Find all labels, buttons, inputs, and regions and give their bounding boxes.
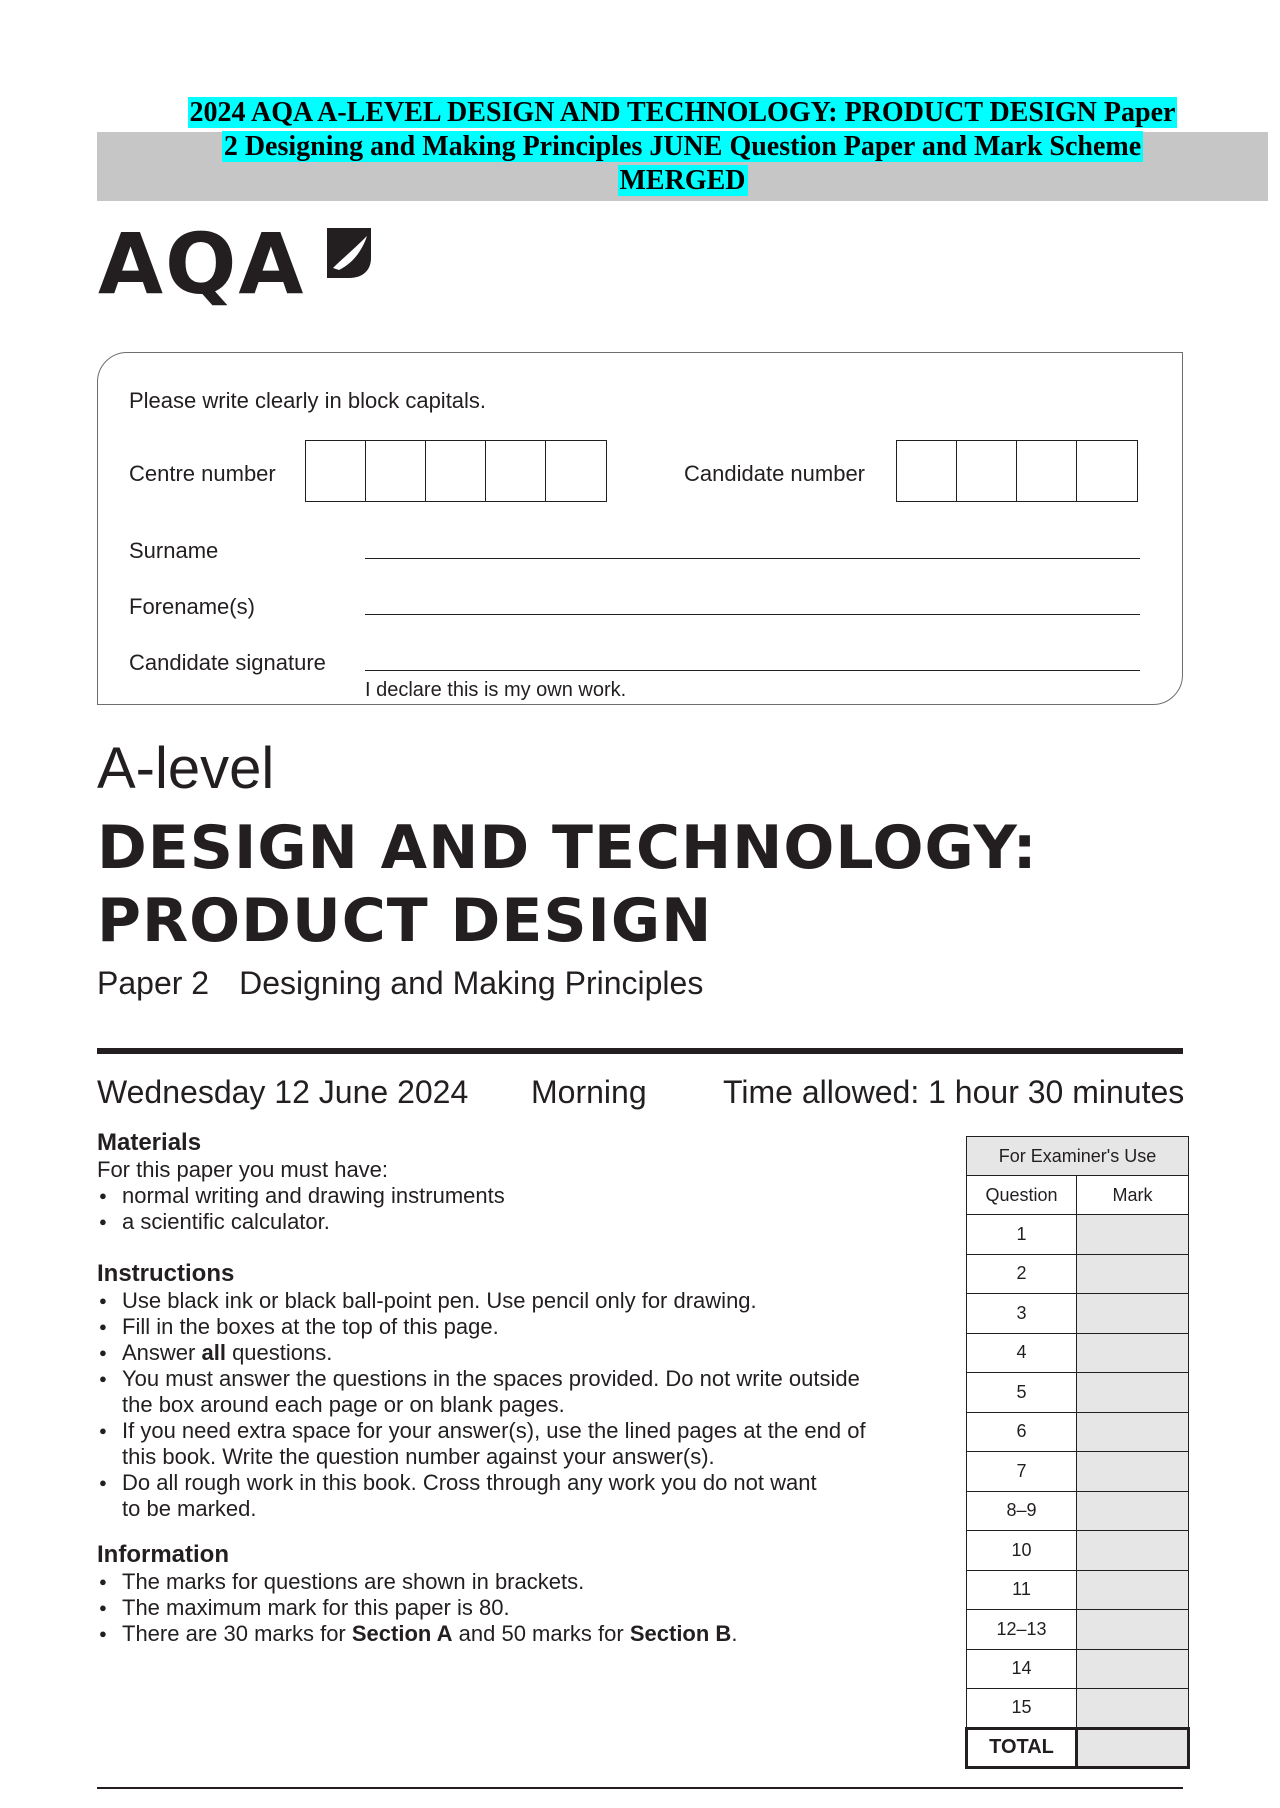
- information-item: ● The maximum mark for this paper is 80.: [97, 1595, 917, 1621]
- information-section: [97, 1541, 917, 1647]
- banner-line-1: 2024 AQA A-LEVEL DESIGN AND TECHNOLOGY: PRODUCT DESIGN Paper: [189, 97, 1176, 128]
- mark-cell[interactable]: [1077, 1531, 1189, 1571]
- materials-intro: For this paper you must have:: [97, 1157, 389, 1182]
- qualification-level: A-level: [97, 736, 275, 801]
- question-column-header: Question: [967, 1176, 1077, 1215]
- block-capitals-instruction: Please write clearly in block capitals.: [129, 388, 487, 413]
- candidate-digit-box[interactable]: [1077, 441, 1137, 501]
- candidate-number-label: Candidate number: [684, 461, 866, 486]
- information-heading: Information: [97, 1541, 229, 1568]
- paper-number: Paper 2: [97, 965, 210, 1001]
- instructions-heading: Instructions: [97, 1260, 235, 1287]
- centre-digit-box[interactable]: [306, 441, 366, 501]
- time-allowed: Time allowed: 1 hour 30 minutes: [723, 1074, 1185, 1110]
- banner-line-3: MERGED: [619, 165, 746, 196]
- surname-label: Surname: [129, 538, 219, 563]
- surname-line[interactable]: [365, 558, 1140, 559]
- centre-number-boxes[interactable]: [305, 440, 607, 502]
- question-number-cell: 10: [967, 1531, 1077, 1571]
- question-number-cell: 2: [967, 1254, 1077, 1294]
- mark-cell[interactable]: [1077, 1649, 1189, 1689]
- mark-cell[interactable]: [1077, 1491, 1189, 1531]
- instruction-item: ● Fill in the boxes at the top of this page.: [97, 1314, 937, 1340]
- mark-cell[interactable]: [1077, 1333, 1189, 1373]
- total-mark-cell[interactable]: [1077, 1728, 1189, 1767]
- examiner-table-row: [967, 1373, 1189, 1413]
- signature-label: Candidate signature: [129, 650, 326, 675]
- centre-digit-box[interactable]: [426, 441, 486, 501]
- examiner-table-row: [967, 1531, 1189, 1571]
- question-number-cell: 11: [967, 1570, 1077, 1610]
- exam-date: Wednesday 12 June 2024: [97, 1074, 469, 1110]
- document-banner: [97, 96, 1268, 198]
- subject-title: [97, 812, 1038, 958]
- question-number-cell: 3: [967, 1294, 1077, 1334]
- paper-title: Designing and Making Principles: [239, 965, 704, 1001]
- examiner-table-row: [967, 1491, 1189, 1531]
- subject-title-line-1: DESIGN AND TECHNOLOGY:: [97, 813, 1038, 883]
- examiner-table-row: [967, 1689, 1189, 1729]
- centre-digit-box[interactable]: [546, 441, 606, 501]
- mark-cell[interactable]: [1077, 1452, 1189, 1492]
- mark-cell[interactable]: [1077, 1373, 1189, 1413]
- candidate-digit-box[interactable]: [897, 441, 957, 501]
- examiner-table-row: [967, 1254, 1189, 1294]
- mark-column-header: Mark: [1077, 1176, 1189, 1215]
- instruction-item: ● Answer all questions.: [97, 1340, 937, 1366]
- mark-cell[interactable]: [1077, 1610, 1189, 1650]
- bottom-divider: [97, 1787, 1183, 1789]
- materials-section: [97, 1129, 917, 1235]
- paper-subtitle: [97, 965, 703, 1002]
- examiner-table-row: [967, 1649, 1189, 1689]
- question-number-cell: 12–13: [967, 1610, 1077, 1650]
- examiner-table-row: [967, 1333, 1189, 1373]
- examiner-table-row: [967, 1215, 1189, 1255]
- mark-cell[interactable]: [1077, 1215, 1189, 1255]
- information-item: ● There are 30 marks for Section A and 50 marks for Section B.: [97, 1621, 917, 1647]
- forenames-line[interactable]: [365, 614, 1140, 615]
- signature-line[interactable]: [365, 670, 1140, 671]
- materials-heading: Materials: [97, 1129, 202, 1156]
- candidate-digit-box[interactable]: [1017, 441, 1077, 501]
- centre-digit-box[interactable]: [486, 441, 546, 501]
- banner-line-2: 2 Designing and Making Principles JUNE Question Paper and Mark Scheme: [223, 131, 1142, 162]
- question-number-cell: 6: [967, 1412, 1077, 1452]
- heavy-divider: [97, 1048, 1183, 1054]
- question-number-cell: 5: [967, 1373, 1077, 1413]
- examiner-use-table: [965, 1136, 1190, 1769]
- exam-session: Morning: [531, 1074, 647, 1110]
- total-label: TOTAL: [967, 1728, 1077, 1767]
- logo-text: AQA: [98, 215, 306, 313]
- examiner-table-row: [967, 1452, 1189, 1492]
- instructions-section: [97, 1260, 937, 1522]
- forenames-label: Forename(s): [129, 594, 255, 619]
- mark-cell[interactable]: [1077, 1412, 1189, 1452]
- instruction-item: ● Do all rough work in this book. Cross through any work you do not want to be marked.: [97, 1470, 937, 1522]
- declaration-text: I declare this is my own work.: [365, 679, 627, 701]
- question-number-cell: 15: [967, 1689, 1077, 1729]
- examiner-table-row: [967, 1294, 1189, 1334]
- examiner-table-row: [967, 1610, 1189, 1650]
- question-number-cell: 1: [967, 1215, 1077, 1255]
- information-item: ● The marks for questions are shown in brackets.: [97, 1569, 917, 1595]
- candidate-number-boxes[interactable]: [896, 440, 1138, 502]
- mark-cell[interactable]: [1077, 1570, 1189, 1610]
- centre-number-label: Centre number: [129, 461, 276, 486]
- aqa-logo: [98, 215, 306, 313]
- examiner-table-row: [967, 1412, 1189, 1452]
- instruction-item: ● If you need extra space for your answer(s), use the lined pages at the end of this book. Write the question number against your answer(s).: [97, 1418, 937, 1470]
- question-number-cell: 8–9: [967, 1491, 1077, 1531]
- instruction-item: ● Use black ink or black ball-point pen. Use pencil only for drawing.: [97, 1288, 937, 1314]
- leaf-icon: [325, 226, 375, 282]
- question-number-cell: 4: [967, 1333, 1077, 1373]
- mark-cell[interactable]: [1077, 1294, 1189, 1334]
- instruction-item: ● You must answer the questions in the spaces provided. Do not write outside the box around each page or on blank pages.: [97, 1366, 937, 1418]
- question-number-cell: 7: [967, 1452, 1077, 1492]
- materials-item: ● normal writing and drawing instruments: [97, 1183, 917, 1209]
- centre-digit-box[interactable]: [366, 441, 426, 501]
- question-number-cell: 14: [967, 1649, 1077, 1689]
- materials-item: ● a scientific calculator.: [97, 1209, 917, 1235]
- mark-cell[interactable]: [1077, 1254, 1189, 1294]
- subject-title-line-2: PRODUCT DESIGN: [97, 886, 713, 956]
- mark-cell[interactable]: [1077, 1689, 1189, 1729]
- examiner-table-title: For Examiner's Use: [967, 1137, 1189, 1176]
- candidate-digit-box[interactable]: [957, 441, 1017, 501]
- examiner-table-row: [967, 1570, 1189, 1610]
